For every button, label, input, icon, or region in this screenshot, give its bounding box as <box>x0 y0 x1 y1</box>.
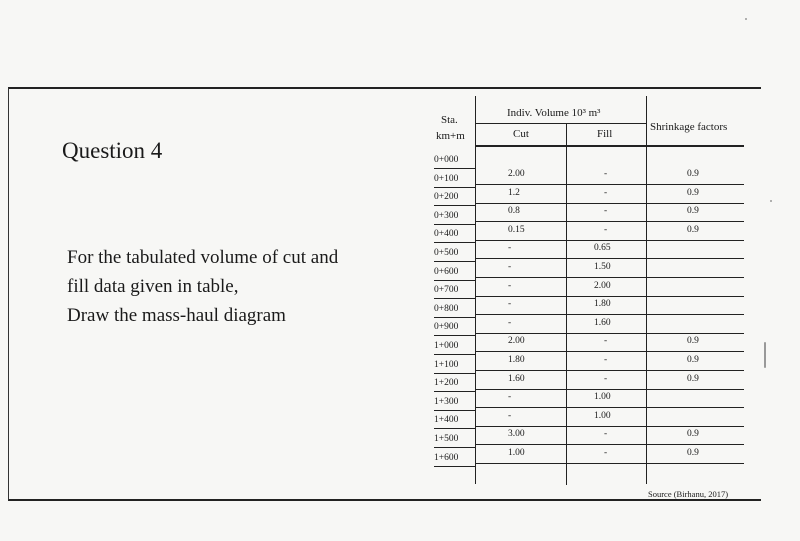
fill-value: - <box>604 448 608 458</box>
question-line: fill data given in table, <box>67 276 239 297</box>
shrinkage-value: 0.9 <box>687 169 699 179</box>
row-line <box>476 277 744 278</box>
fill-value: - <box>604 373 608 384</box>
header-cut: Cut <box>513 128 529 140</box>
cut-value: 3.00 <box>508 429 525 440</box>
row-line <box>476 221 744 222</box>
shrinkage-value: 0.9 <box>687 355 699 365</box>
row-line <box>476 426 744 427</box>
cut-value: - <box>508 243 512 254</box>
question-text <box>67 243 338 330</box>
station-tick <box>434 354 476 355</box>
station-label: 0+600 <box>434 266 459 277</box>
row-line <box>476 333 744 334</box>
station-label: 0+300 <box>434 210 459 221</box>
fill-value: 0.65 <box>594 243 611 254</box>
question-line: For the tabulated volume of cut and <box>67 247 339 268</box>
station-tick <box>434 187 476 188</box>
station-tick <box>434 224 476 225</box>
station-label: 0+500 <box>434 248 459 258</box>
fill-value: - <box>604 206 608 217</box>
shrinkage-value: 0.9 <box>687 187 699 198</box>
fill-value: 1.80 <box>594 299 611 310</box>
row-line <box>476 203 744 204</box>
station-tick <box>434 335 476 336</box>
cut-value: 1.60 <box>508 373 525 384</box>
station-label: 0+000 <box>434 155 459 165</box>
question-title: Question 4 <box>62 138 163 163</box>
station-label: 0+900 <box>434 322 459 333</box>
fill-value: - <box>604 429 608 440</box>
station-label: 1+300 <box>434 396 459 407</box>
station-label: 1+200 <box>434 378 459 389</box>
header-sta: Sta. <box>441 114 458 126</box>
row-line <box>476 444 744 445</box>
row-line <box>476 296 744 297</box>
station-label: 1+500 <box>434 434 459 444</box>
scan-speck <box>745 18 747 20</box>
cut-value: - <box>508 299 512 310</box>
cut-value: - <box>508 392 512 403</box>
station-label: 1+100 <box>434 359 459 370</box>
row-line <box>476 240 744 241</box>
station-label: 1+000 <box>434 341 459 351</box>
shrinkage-value: 0.9 <box>687 336 699 347</box>
header-sta-unit: km+m <box>436 130 465 142</box>
cut-col-line <box>566 123 567 485</box>
shrinkage-value: 0.9 <box>687 373 699 384</box>
fill-value: - <box>604 169 608 179</box>
station-label: 0+100 <box>434 173 459 184</box>
station-tick <box>434 261 476 262</box>
row-line <box>476 351 744 352</box>
station-tick <box>434 205 476 206</box>
station-tick <box>434 447 476 448</box>
cut-value: 2.00 <box>508 169 525 179</box>
header-fill: Fill <box>597 128 613 140</box>
fill-value: - <box>604 224 608 235</box>
station-label: 0+200 <box>434 192 459 203</box>
fill-value: - <box>604 336 608 347</box>
row-line <box>476 463 744 464</box>
station-tick <box>434 373 476 374</box>
station-tick <box>434 317 476 318</box>
scan-mark <box>764 342 766 368</box>
cut-value: 1.80 <box>508 355 525 365</box>
header-bottom-line <box>476 145 744 147</box>
cut-value: 0.15 <box>508 224 525 235</box>
cut-value: - <box>508 280 512 291</box>
row-line <box>476 407 744 408</box>
scan-speck <box>770 200 772 202</box>
cut-value: 1.00 <box>508 448 525 458</box>
row-line <box>476 184 744 185</box>
cut-value: - <box>508 317 512 328</box>
cut-value: - <box>508 262 512 272</box>
fill-value: 2.00 <box>594 280 611 291</box>
station-tick <box>434 280 476 281</box>
station-label: 0+800 <box>434 303 459 314</box>
station-label: 1+600 <box>434 452 459 463</box>
station-tick <box>434 410 476 411</box>
source-note: Source (Birhanu, 2017) <box>648 489 729 499</box>
shrinkage-value: 0.9 <box>687 448 699 458</box>
station-label: 0+700 <box>434 285 459 296</box>
question-line: Draw the mass-haul diagram <box>67 305 286 326</box>
station-tick <box>434 168 476 169</box>
cut-value: 1.2 <box>508 187 520 198</box>
station-tick <box>434 466 476 467</box>
row-line <box>476 370 744 371</box>
station-label: 1+400 <box>434 415 459 426</box>
fill-value: - <box>604 187 608 198</box>
row-line <box>476 389 744 390</box>
station-tick <box>434 298 476 299</box>
shrinkage-value: 0.9 <box>687 224 699 235</box>
fill-value: 1.50 <box>594 262 611 272</box>
header-divider <box>476 123 646 124</box>
cut-value: - <box>508 410 512 421</box>
station-label: 0+400 <box>434 229 459 240</box>
cut-value: 0.8 <box>508 206 520 217</box>
station-tick <box>434 428 476 429</box>
row-line <box>476 314 744 315</box>
cut-value: 2.00 <box>508 336 525 347</box>
row-line <box>476 258 744 259</box>
header-indiv-volume: Indiv. Volume 10³ m³ <box>507 107 601 119</box>
fill-value: - <box>604 355 608 365</box>
fill-value: 1.60 <box>594 317 611 328</box>
fill-value: 1.00 <box>594 410 611 421</box>
shrinkage-value: 0.9 <box>687 429 699 440</box>
shrinkage-value: 0.9 <box>687 206 699 217</box>
station-tick <box>434 242 476 243</box>
station-tick <box>434 391 476 392</box>
header-shrinkage: Shrinkage factors <box>650 121 728 133</box>
fill-value: 1.00 <box>594 392 611 403</box>
